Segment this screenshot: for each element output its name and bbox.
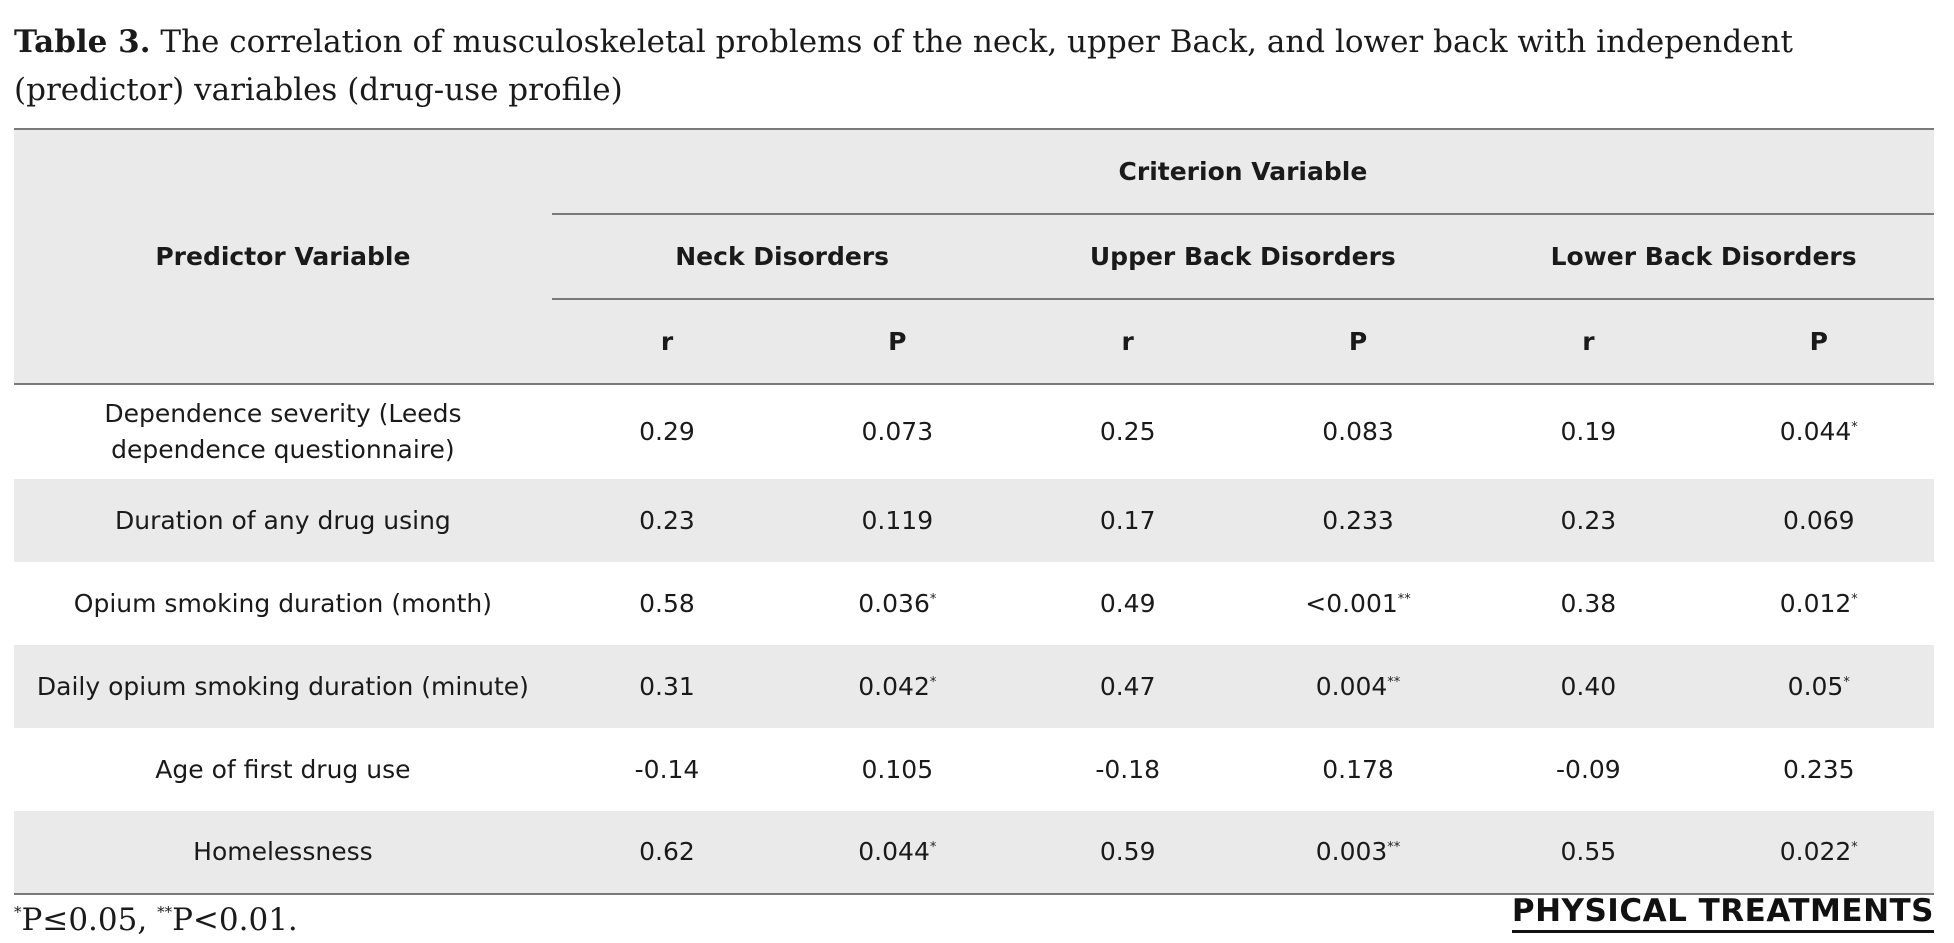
header-row-criterion	[14, 129, 1934, 214]
value-text: 0.23	[639, 505, 695, 535]
value-text: 0.62	[639, 837, 695, 866]
value-cell-upper-r	[1013, 645, 1243, 728]
value-cell-lower-p	[1704, 384, 1934, 479]
table-label: Table 3.	[14, 24, 151, 60]
significance-mark: *	[1851, 840, 1858, 855]
value-cell-lower-r	[1473, 645, 1703, 728]
value-text: 0.012	[1779, 588, 1852, 618]
value-text: 0.004	[1315, 671, 1388, 701]
value-text: 0.083	[1322, 417, 1394, 446]
value-cell-lower-r	[1473, 811, 1703, 894]
value-cell-lower-r	[1473, 479, 1703, 562]
table-row	[14, 811, 1934, 894]
predictor-cell: Daily opium smoking duration (minute)	[14, 645, 552, 728]
value-cell-neck-r	[552, 645, 782, 728]
value-text: 0.59	[1099, 837, 1156, 866]
value-text: 0.178	[1322, 754, 1394, 784]
value-text: 0.49	[1099, 588, 1156, 618]
value-text: 0.25	[1099, 417, 1156, 446]
value-text: 0.38	[1560, 588, 1617, 618]
value-cell-neck-p	[782, 811, 1012, 894]
predictor-cell: Dependence severity (Leeds dependence questionnaire)	[104, 399, 462, 464]
value-cell-lower-p	[1704, 728, 1934, 811]
footnote-mark-single: *	[14, 903, 22, 921]
value-cell-upper-p	[1243, 479, 1473, 562]
value-cell-lower-p	[1704, 562, 1934, 645]
predictor-cell: Age of first drug use	[155, 754, 411, 784]
value-text: 0.044	[858, 837, 930, 866]
value-cell-lower-r	[1473, 384, 1703, 479]
value-text: -0.14	[634, 754, 700, 784]
significance-footnote	[14, 900, 298, 940]
subheader-lower-r: r	[1473, 299, 1703, 384]
value-cell-upper-r	[1013, 562, 1243, 645]
value-text: 0.073	[861, 417, 934, 446]
significance-mark: **	[1387, 840, 1401, 855]
value-text: 0.044	[1779, 417, 1852, 446]
value-cell-neck-r	[552, 562, 782, 645]
value-text: 0.40	[1560, 671, 1617, 701]
value-cell-neck-p	[782, 645, 1012, 728]
value-text: 0.022	[1779, 837, 1852, 866]
significance-mark: *	[1843, 674, 1850, 690]
significance-mark: *	[929, 591, 937, 607]
group-header-lower-back: Lower Back Disorders	[1473, 214, 1934, 299]
criterion-variable-header: Criterion Variable	[552, 129, 1934, 214]
value-cell-upper-r	[1013, 811, 1243, 894]
group-header-neck: Neck Disorders	[552, 214, 1013, 299]
value-cell-neck-r	[552, 479, 782, 562]
value-text: 0.17	[1099, 505, 1156, 535]
significance-mark: *	[929, 840, 937, 855]
table-body	[14, 384, 1934, 894]
value-text: 0.105	[861, 754, 934, 784]
footnote-mark-double: **	[157, 903, 173, 921]
value-cell-neck-r	[552, 384, 782, 479]
value-text: 0.19	[1560, 417, 1617, 446]
value-cell-upper-p	[1243, 811, 1473, 894]
predictor-cell: Duration of any drug using	[14, 479, 552, 562]
subheader-neck-r: r	[552, 299, 782, 384]
significance-mark: *	[1851, 420, 1858, 435]
value-text: 0.235	[1782, 754, 1855, 784]
value-text: 0.55	[1560, 837, 1617, 866]
value-cell-upper-p	[1243, 645, 1473, 728]
predictor-variable-header: Predictor Variable	[14, 129, 552, 384]
value-text: 0.003	[1315, 837, 1388, 866]
value-cell-lower-r	[1473, 562, 1703, 645]
footnote-text-single: P≤0.05,	[21, 902, 158, 938]
table-row	[14, 479, 1934, 562]
caption-text: The correlation of musculoskeletal problems of the neck, upper Back, and lower back with independent (predictor) variables (drug-use profile)	[14, 24, 1793, 108]
predictor-cell: Homelessness	[14, 811, 552, 894]
value-cell-upper-r	[1013, 479, 1243, 562]
value-cell-neck-r	[552, 811, 782, 894]
value-text: 0.042	[858, 671, 930, 701]
value-text: 0.05	[1787, 671, 1844, 701]
value-cell-upper-p	[1243, 562, 1473, 645]
value-cell-upper-p	[1243, 384, 1473, 479]
subheader-upper-p: P	[1243, 299, 1473, 384]
table-row	[14, 728, 1934, 811]
table-row	[14, 562, 1934, 645]
value-cell-neck-r	[552, 728, 782, 811]
value-text: 0.58	[639, 588, 695, 618]
correlation-table	[14, 128, 1934, 895]
table-row	[14, 384, 1934, 479]
value-cell-neck-p	[782, 384, 1012, 479]
significance-mark: *	[929, 674, 937, 690]
value-text: 0.233	[1322, 505, 1394, 535]
value-text: 0.036	[858, 588, 930, 618]
value-cell-neck-p	[782, 479, 1012, 562]
value-cell-upper-p	[1243, 728, 1473, 811]
value-text: 0.47	[1099, 671, 1156, 701]
footnote-text-double: P<0.01.	[172, 902, 298, 938]
value-text: 0.31	[639, 671, 695, 701]
subheader-lower-p: P	[1704, 299, 1934, 384]
value-cell-lower-p	[1704, 479, 1934, 562]
value-text: 0.069	[1782, 505, 1855, 535]
value-cell-neck-p	[782, 728, 1012, 811]
significance-mark: *	[1851, 591, 1858, 607]
value-text: 0.23	[1560, 505, 1617, 535]
value-text: -0.09	[1556, 754, 1621, 784]
significance-mark: **	[1397, 591, 1411, 607]
value-text: 0.119	[861, 505, 934, 535]
value-cell-lower-p	[1704, 811, 1934, 894]
value-cell-upper-r	[1013, 384, 1243, 479]
subheader-neck-p: P	[782, 299, 1012, 384]
subheader-upper-r: r	[1013, 299, 1243, 384]
value-text: <0.001	[1305, 588, 1398, 618]
value-text: 0.29	[639, 417, 695, 446]
table-caption	[14, 18, 1944, 114]
value-text: -0.18	[1095, 754, 1161, 784]
value-cell-upper-r	[1013, 728, 1243, 811]
journal-logo: PHYSICAL TREATMENTS	[1512, 893, 1934, 933]
predictor-cell: Opium smoking duration (month)	[73, 588, 492, 618]
value-cell-lower-p	[1704, 645, 1934, 728]
table-row	[14, 645, 1934, 728]
group-header-upper-back: Upper Back Disorders	[1013, 214, 1474, 299]
significance-mark: **	[1387, 674, 1401, 690]
value-cell-neck-p	[782, 562, 1012, 645]
value-cell-lower-r	[1473, 728, 1703, 811]
